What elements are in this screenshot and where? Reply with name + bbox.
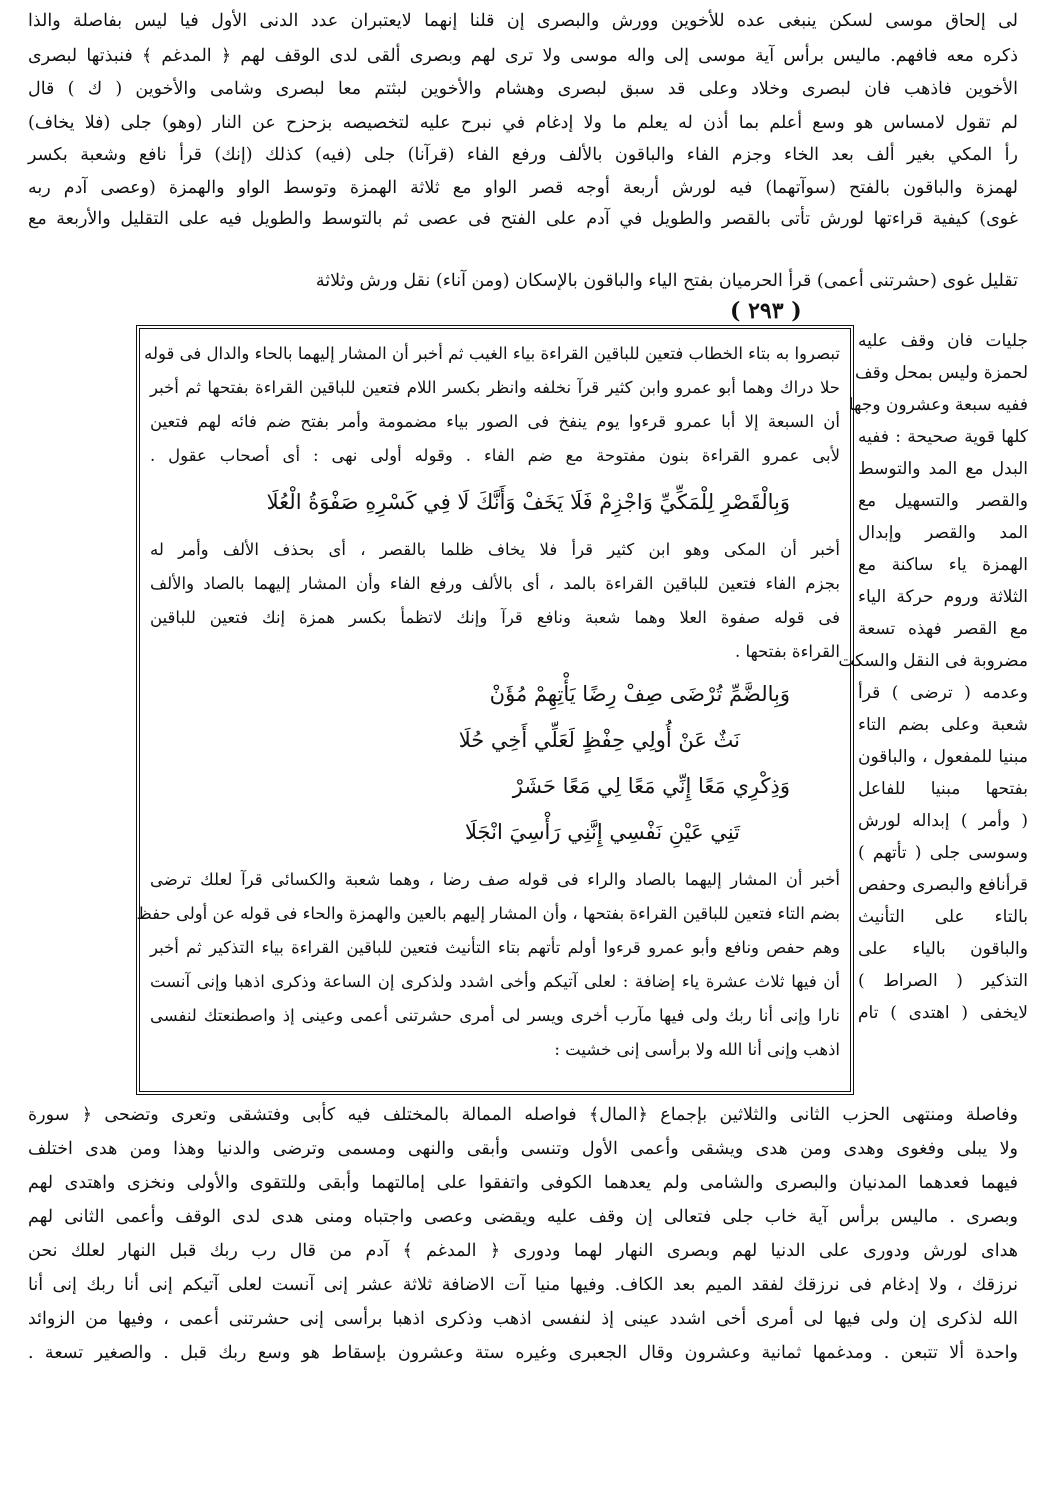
side-line: ففيه سبعة وعشرون وجها	[848, 395, 1028, 415]
text-line: واحدة ألا تتبعن . ومدغمها ثمانية وعشرون وقال الجعبرى وغيره ستة وعشرون بإسقاط هو وسع ربك قبل . والصغير تسعة .	[28, 1343, 1018, 1363]
side-line: بالتاء على التأنيث	[858, 907, 1028, 927]
verse-line: تَنِي عَيْنِ نَفْسِي إِنَّنِي رَأْسِيَ انْجَلَا	[465, 820, 740, 844]
side-line: مضروبة فى النقل والسكت	[838, 651, 1028, 671]
text-line: لهمزة والباقون بالفتح (سوآتهما) فيه لورش أربعة أوجه قصر الواو مع ثلاثة الهمزة وتوسط الواو والهمزة (وعصى آدم ربه	[28, 178, 1018, 198]
text-line: فيهما فعدهما المدنيان والبصرى والشامى ولم يعدهما الكوفى واتفقوا على إمالتهما وأبقى وللتقوى والأولى ونخزى واهتدى لهم	[28, 1173, 1018, 1193]
side-line: لحمزة وليس بمحل وقف	[854, 363, 1028, 383]
box-line: لأبى عمرو القراءة بنون مفتوحة مع ضم الفاء . وقوله أولى نهى : أى أصحاب عقول .	[150, 446, 840, 465]
side-line: الهمزة ياء ساكنة مع	[858, 555, 1028, 575]
box-line: اذهب وإنى أنا الله ولا برأسى إنى خشيت :	[554, 1040, 840, 1059]
text-line: لم تقول لامساس هو وسع أعلم بما أذن له يعلم ما ولا إدغام في نبرح عليه لتخصيصه بزحزح عن النار (وهو) جلى (فلا يخاف)	[28, 113, 1018, 133]
side-line: وسوسى جلى ( تأتهم )	[858, 843, 1028, 863]
side-line: والقصر والتسهيل مع	[858, 491, 1028, 511]
text-line: رأ المكي بغير ألف بعد الخاء وجزم الفاء والباقون بالألف ورفع الفاء (قرآنا) جلى (فيه) كذلك (إنك) قرأ نافع وشعبة بكسر	[28, 145, 1018, 165]
text-line: غوى) كيفية قراءتها لورش تأتى بالقصر والطويل في آدم على الفتح فى عصى ثم بالتوسط والطويل فيه على التقليل والأربعة مع	[28, 209, 1018, 229]
text-line: الأخوين فاذهب فان لبصرى وخلاد وعلى قد سبق لبصرى وهشام والأخوين لبثتم معا لبصرى وشامى والأخوين ( ك ) قال	[28, 79, 1018, 99]
text-line: لى إلحاق موسى لسكن ينبغى عده للأخوين وورش والبصرى إن قلنا إنهما لايعتبران عدد الدنى الأول فيا ليس بفاصلة والذا	[28, 11, 1018, 31]
verse-line: وَبِالضَّمِّ تُرْضَى صِفْ رِضًا يَأْتِهِمْ مُؤَنْ	[489, 682, 790, 706]
box-line: أن السبعة إلا أبا عمرو قرءوا يوم ينفخ فى الصور بياء مضمومة وأمر بفتح ضم فائه لهم فتعين	[150, 412, 840, 431]
box-line: أخبر أن المشار إليهما بالصاد والراء فى قوله صف رضا ، وهما شعبة والكسائى قرآ لعلك ترضى	[150, 870, 840, 889]
page-number: ( ٢٩٣ )	[730, 298, 802, 324]
text-line: ولا يبلى وفغوى وهدى ومن هدى ويشقى وأعمى الأول وتنسى وأبقى والنهى ومسمى وترضى والدنيا وهذا ومن هدى اختلف	[28, 1139, 1018, 1159]
side-line: قرأنافع والبصرى وحفص	[858, 875, 1028, 895]
verse-line: وَذِكْرِي مَعًا إِنِّي مَعًا لِي مَعًا حَشَرْ	[512, 774, 790, 798]
side-line: والباقون بالياء على	[858, 939, 1028, 959]
text-line: وفاصلة ومنتهى الحزب الثانى والثلاثين بإجماع ﴿المال﴾ فواصله الممالة بالمختلف فيه كأبى وفتشقى وتعرى وتضحى ﴿ سورة	[28, 1105, 1018, 1125]
side-line: مبنيا للمفعول ، والباقون	[858, 747, 1028, 767]
box-line: فى قوله صفوة العلا وهما شعبة ونافع قرآ وإنك لاتظمأ بكسر همزة إنك فتعين للباقين	[150, 608, 840, 627]
box-line: بضم التاء فتعين للباقين القراءة بفتحها ، وأن المشار إليهم بالعين والهمزة والحاء فى قوله عن أولى حفظ	[136, 904, 840, 923]
side-line: مع القصر فهذه تسعة	[858, 619, 1028, 639]
text-line: الله لذكرى إن ولى فيها لى أمرى أخى اشدد عينى إذ لنفسى اذهب وذكرى اذهبا برأسى إنى حشرتنى أعمى ، وفيها من الزوائد	[28, 1309, 1018, 1329]
side-line: وعدمه ( ترضى ) قرأ	[858, 683, 1028, 703]
box-line: وهم حفص ونافع وأبو عمرو قرءوا أولم تأتهم بتاء التأنيث فتعين للباقين القراءة بياء التذكير ثم أخبر	[150, 938, 840, 957]
text-line: وبصرى . ماليس برأس آية خاب جلى فتعالى إن وقف عليه ويقضى وعصى واجتباه ومنى هدى لدى الوقف وأعمى الثانى لهم	[28, 1207, 1018, 1227]
box-line: نارا وإنى أنا ربك ولى فيها مآرب أخرى ويسر لى أمرى حشرتنى أعمى وعينى إذ واصطنعتك لنفسى	[150, 1006, 840, 1025]
side-line: كلها قوية صحيحة : ففيه	[858, 427, 1028, 447]
side-line: جليات فان وقف عليه	[858, 331, 1028, 351]
side-line: البدل مع المد والتوسط	[858, 459, 1028, 479]
side-line: شعبة وعلى بضم التاء	[858, 715, 1028, 735]
text-line: هداى لورش ودورى على الدنيا لهم وبصرى النهار لهما ودورى ﴿ المدغم ﴾ آدم من قال رب ربك قبل النهار لعلك نحن	[28, 1241, 1018, 1261]
box-line: القراءة بفتحها .	[735, 642, 840, 661]
side-line: ( وأمر ) إبداله لورش	[858, 811, 1028, 831]
box-line: بجزم الفاء فتعين للباقين القراءة بالمد ، أى بالألف ورفع الفاء وأن المشار إليهما بالصاد والألف	[150, 574, 840, 593]
box-line: أخبر أن المكى وهو ابن كثير قرأ فلا يخاف ظلما بالقصر ، أى بحذف الألف وأمر له	[150, 540, 840, 559]
box-line: أن فيها ثلاث عشرة ياء إضافة : لعلى آتيكم وأخى اشدد ولذكرى إن الساعة وذكرى اذهبا وإنى آنست	[150, 972, 840, 991]
side-line: التذكير ( الصراط )	[858, 971, 1028, 991]
box-line: تبصروا به بتاء الخطاب فتعين للباقين القراءة بياء الغيب ثم أخبر أن المشار إليهما بالحاء والدال فى قوله	[144, 344, 840, 363]
commentary-box	[136, 325, 854, 1095]
side-line: بفتحها مبنيا للفاعل	[858, 779, 1028, 799]
side-line: لايخفى ( اهتدى ) تام	[858, 1003, 1028, 1023]
side-line: الثلاثة وروم حركة الياء	[858, 587, 1028, 607]
text-line: تقليل غوى (حشرتنى أعمى) قرأ الحرميان بفتح الياء والباقون بالإسكان (ومن آناء) نقل ورش وثلاثة	[315, 271, 1018, 291]
box-line: حلا دراك وهما أبو عمرو وابن كثير قرآ نخلفه وانظر بكسر اللام فتعين للباقين القراءة بفتحها ثم أخبر	[150, 378, 840, 397]
verse-line: نَثٌ عَنْ أُولِي حِفْظٍ لَعَلِّي أَخِي حُلَا	[458, 728, 740, 752]
side-line: المد والقصر وإبدال	[858, 523, 1028, 543]
verse-line: وَبِالْقَصْرِ لِلْمَكِّيِّ وَاجْزِمْ فَلَا يَخَفْ وَأَنَّكَ لَا فِي كَسْرِهِ صَفْوَةُ الْعُلَا	[266, 490, 790, 514]
text-line: نرزقك ، ولا إدغام فى نرزقك لفقد الميم بعد الكاف. وفيها منيا آت الاضافة ثلاثة عشر إنى آنست لعلى آتيكم إنى أنا ربك إنى أنا	[28, 1275, 1018, 1295]
text-line: ذكره معه فافهم. ماليس برأس آية موسى إلى واله موسى ولا ترى لهم وبصرى ألقى لدى الوقف لهم ﴿ المدغم ﴾ فنبذتها لبصرى	[28, 46, 1018, 66]
